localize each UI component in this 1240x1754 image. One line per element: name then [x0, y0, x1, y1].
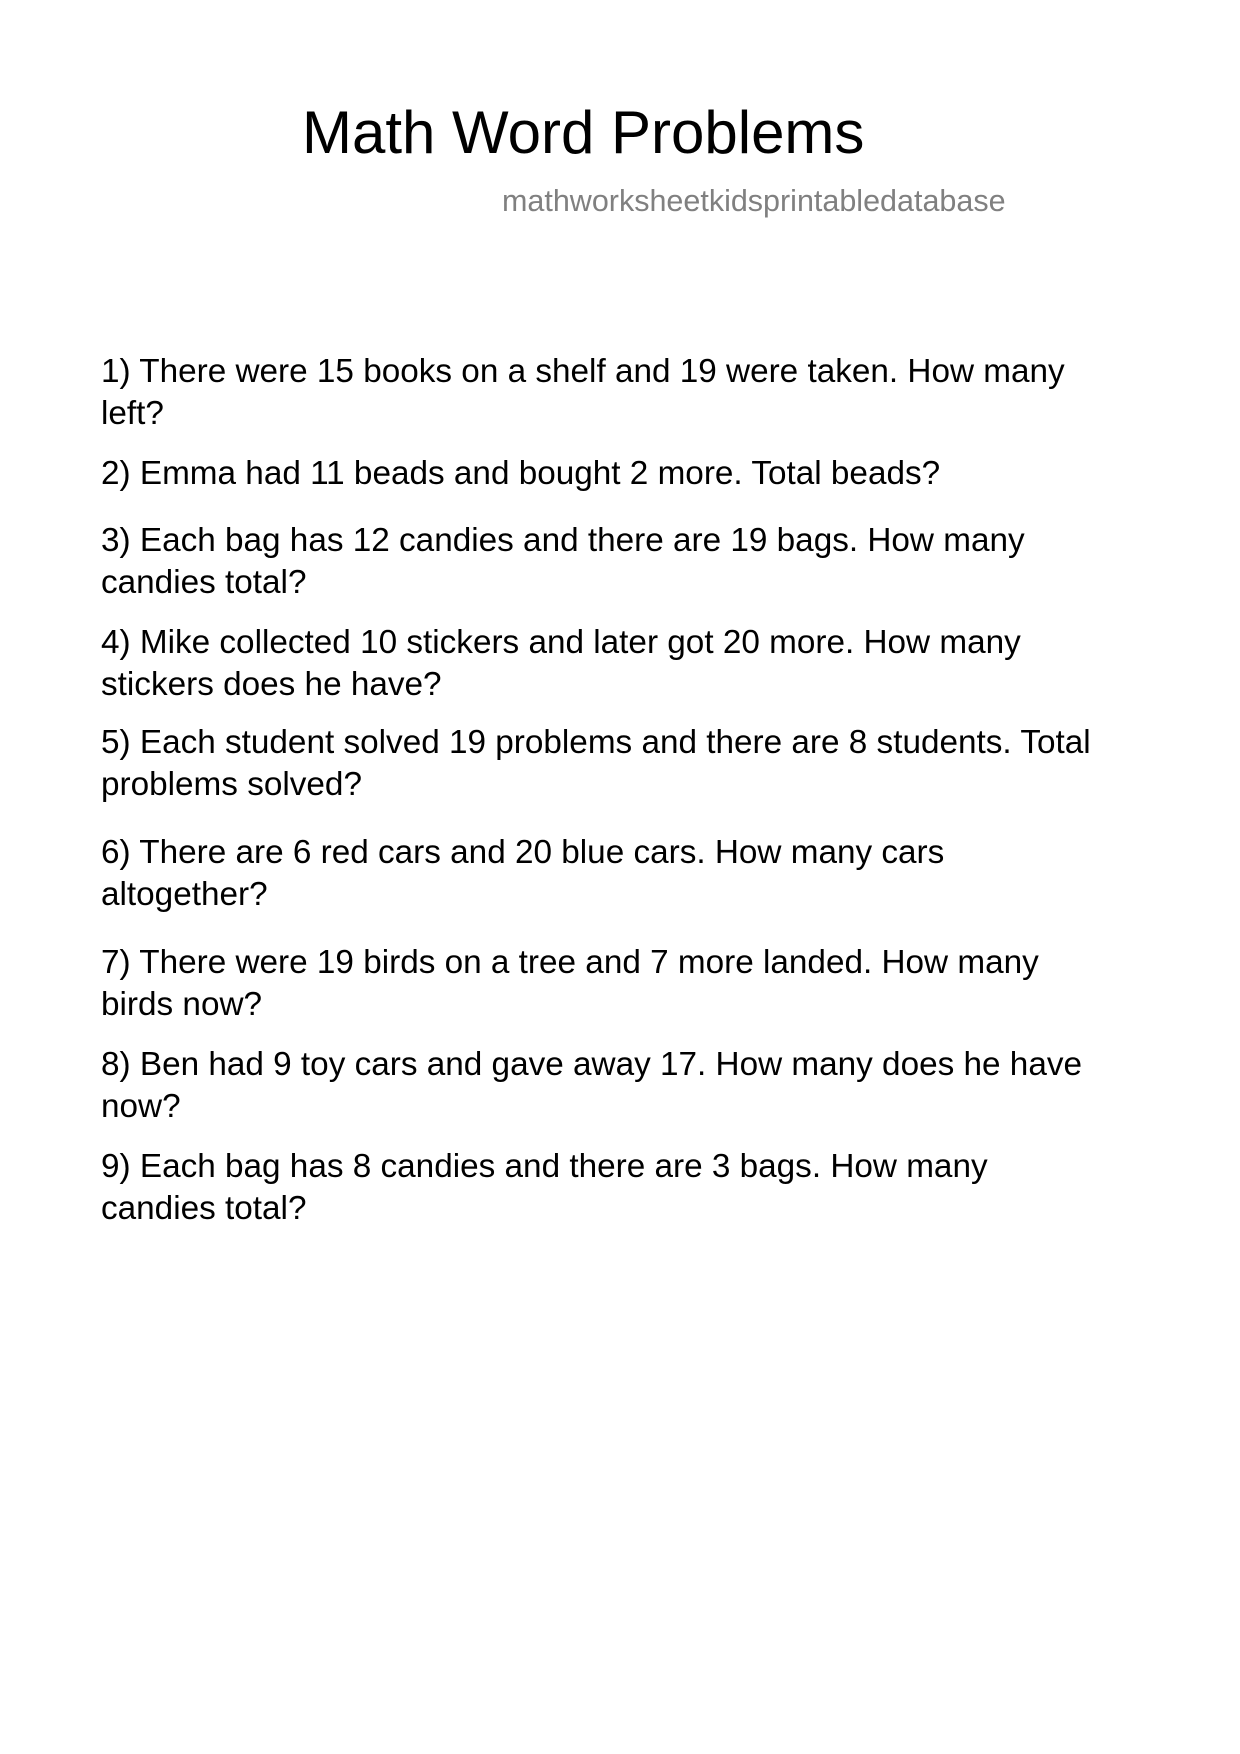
problem-7 [101, 942, 1039, 1025]
problem-text-line: 8) Ben had 9 toy cars and gave away 17. How many does he have [101, 1046, 1083, 1083]
problem-text-line: stickers does he have? [101, 665, 442, 703]
problem-text-line: now? [101, 1087, 181, 1125]
problem-text-line: altogether? [101, 875, 268, 913]
problem-5 [101, 722, 1091, 805]
problem-text-line: left? [101, 394, 164, 432]
problem-text-line: 5) Each student solved 19 problems and there are 8 students. Total [101, 724, 1091, 761]
problem-text-line: 3) Each bag has 12 candies and there are 19 bags. How many [101, 522, 1025, 559]
problem-text-line: candies total? [101, 563, 307, 601]
page-subtitle: mathworksheetkidsprintabledatabase [502, 184, 1006, 218]
problem-4 [101, 622, 1021, 705]
problem-6 [101, 832, 944, 915]
problem-9 [101, 1146, 988, 1229]
problem-text-line: 7) There were 19 birds on a tree and 7 more landed. How many [101, 944, 1039, 981]
problem-text-line: 6) There are 6 red cars and 20 blue cars. How many cars [101, 834, 945, 871]
problem-text-line: 1) There were 15 books on a shelf and 19 were taken. How many [101, 353, 1065, 390]
problem-text-line: 2) Emma had 11 beads and bought 2 more. Total beads? [101, 455, 941, 492]
problem-1 [101, 351, 1065, 434]
problem-text-line: 9) Each bag has 8 candies and there are 3 bags. How many [101, 1148, 988, 1185]
problem-text-line: problems solved? [101, 765, 362, 803]
problem-text-line: candies total? [101, 1189, 307, 1227]
problem-2 [101, 453, 940, 495]
problem-text-line: birds now? [101, 985, 263, 1023]
page-title: Math Word Problems [302, 99, 865, 166]
problem-8 [101, 1044, 1082, 1127]
problem-3 [101, 520, 1025, 603]
problem-text-line: 4) Mike collected 10 stickers and later got 20 more. How many [101, 624, 1021, 661]
